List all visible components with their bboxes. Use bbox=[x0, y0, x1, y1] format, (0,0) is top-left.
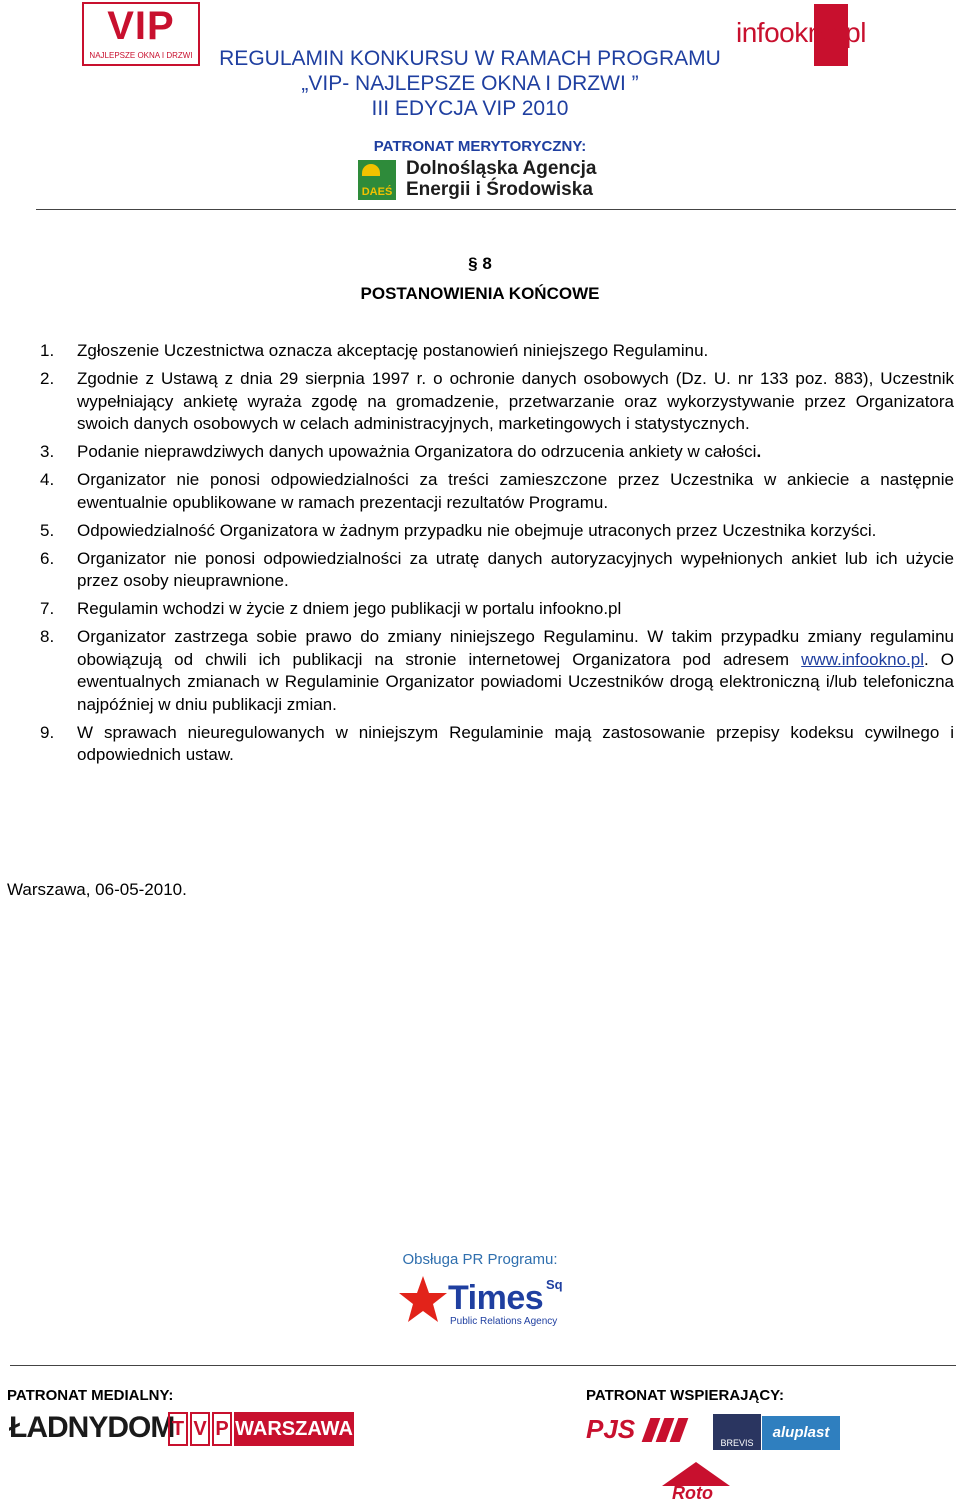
sun-icon bbox=[362, 164, 380, 176]
vip-logo-sub: NAJLEPSZE OKNA I DRZWI bbox=[89, 51, 193, 60]
list-item-number: 8. bbox=[40, 627, 55, 646]
pr-program-label: Obsługa PR Programu: bbox=[402, 1251, 558, 1268]
list-item-number: 1. bbox=[40, 341, 55, 360]
pjs-logo bbox=[586, 1414, 684, 1446]
list-item bbox=[40, 469, 954, 514]
list-item-text: Odpowiedzialność Organizatora w żadnym przypadku nie obejmuje utraconych przez Uczestnika korzyści. bbox=[77, 520, 877, 540]
list-item-text: Regulamin wchodzi w życie z dniem jego publikacji w portalu infookno.pl bbox=[77, 599, 622, 618]
patronat-wspierajacy-label: PATRONAT WSPIERAJĄCY: bbox=[586, 1387, 785, 1404]
list-item bbox=[40, 548, 954, 593]
infookno-logo bbox=[736, 4, 886, 68]
list-item bbox=[40, 368, 954, 436]
provisions-list bbox=[40, 340, 954, 772]
tvp-letter: P bbox=[212, 1412, 232, 1446]
aluplast-logo-text: aluplast bbox=[772, 1424, 830, 1441]
list-item-text-before-link: Organizator zastrzega sobie prawo do zmiany niniejszego Regulaminu. W takim przypadku zmiany regulaminu obowiązują od chwili ich publikacji na stronie internetowej Organizatora pod adresem bbox=[77, 627, 954, 669]
section-number: § 8 bbox=[468, 254, 492, 273]
tvp-letter: T bbox=[168, 1412, 188, 1446]
infookno-logo-text: infookno.pl bbox=[736, 17, 866, 48]
daes-emblem-icon bbox=[358, 160, 396, 200]
daes-abbr: DAEŚ bbox=[361, 186, 393, 198]
star-icon bbox=[398, 1274, 448, 1324]
times-sq-logo bbox=[398, 1274, 568, 1330]
brevis-logo-text: BREVIS bbox=[720, 1438, 754, 1448]
infookno-link[interactable]: www.infookno.pl bbox=[801, 649, 924, 669]
header-title-line-2: „VIP- NAJLEPSZE OKNA I DRZWI ” bbox=[301, 72, 639, 95]
patronat-merytoryczny-label: PATRONAT MERYTORYCZNY: bbox=[373, 138, 587, 155]
list-item-tail: . bbox=[756, 442, 762, 461]
list-item-text: W sprawach nieuregulowanych w niniejszym Regulaminie mają zastosowanie przepisy kodeksu cywilnego i odpowiednich ustaw. bbox=[77, 722, 954, 764]
list-item-number: 4. bbox=[40, 470, 55, 489]
daes-logo bbox=[358, 158, 608, 204]
times-logo-sub: Public Relations Agency bbox=[450, 1316, 558, 1327]
roto-logo bbox=[654, 1462, 740, 1506]
list-item-number: 7. bbox=[40, 599, 55, 618]
list-item-text: Zgodnie z Ustawą z dnia 29 sierpnia 1997 r. o ochronie danych osobowych (Dz. U. nr 133 poz. 883), Uczestnik wypełniający ankietę wyraża zgodę na gromadzenie, przetwarzanie oraz wykorzystywanie przez Organizatora swoich danych osobowych w celach administracyjnych, marketingowych i statystycznych. bbox=[77, 369, 954, 433]
list-item bbox=[40, 520, 954, 543]
aluplast-logo bbox=[762, 1416, 840, 1450]
daes-name-line-2: Energii i Środowiska bbox=[406, 179, 593, 200]
roto-logo-text: Roto bbox=[672, 1483, 713, 1503]
dateline: Warszawa, 06-05-2010. bbox=[7, 880, 187, 899]
tvp-city: WARSZAWA bbox=[234, 1412, 354, 1446]
list-item-number: 5. bbox=[40, 520, 55, 540]
list-item bbox=[40, 722, 954, 767]
brevis-logo bbox=[713, 1414, 761, 1450]
patronat-medialny-label: PATRONAT MEDIALNY: bbox=[7, 1387, 174, 1404]
list-item-text: Organizator nie ponosi odpowiedzialności za utratę danych autoryzacyjnych wypełnionych ankiet lub ich użycie przez osoby nieuprawnione. bbox=[77, 548, 954, 590]
list-item bbox=[40, 626, 954, 716]
vip-logo bbox=[82, 2, 200, 66]
times-logo-sq: Sq bbox=[546, 1277, 563, 1292]
list-item-number: 2. bbox=[40, 369, 55, 388]
tvp-letter: V bbox=[190, 1412, 210, 1446]
vip-logo-main: VIP bbox=[107, 4, 175, 48]
tvp-warszawa-logo bbox=[168, 1410, 354, 1448]
list-item-number: 6. bbox=[40, 548, 55, 568]
list-item bbox=[40, 598, 954, 621]
list-item bbox=[40, 340, 954, 363]
header-title-line-1: REGULAMIN KONKURSU W RAMACH PROGRAMU bbox=[219, 47, 721, 70]
footer-divider bbox=[10, 1365, 956, 1366]
ladnydom-logo: ŁADNYDOM bbox=[9, 1411, 175, 1444]
pjs-logo-text: PJS bbox=[586, 1414, 636, 1444]
list-item-number: 3. bbox=[40, 442, 55, 461]
list-item-text: Organizator nie ponosi odpowiedzialności za treści zamieszczone przez Uczestnika w ankiecie a następnie ewentualnie opublikowane w ramach prezentacji rezultatów Programu. bbox=[77, 470, 954, 512]
list-item bbox=[40, 441, 954, 464]
section-title: POSTANOWIENIA KOŃCOWE bbox=[360, 284, 600, 303]
list-item-text: Podanie nieprawdziwych danych upoważnia Organizatora do odrzucenia ankiety w całości bbox=[77, 442, 757, 461]
header-title-line-3: III EDYCJA VIP 2010 bbox=[371, 97, 569, 120]
list-item-text: Zgłoszenie Uczestnictwa oznacza akceptację postanowień niniejszego Regulaminu. bbox=[77, 341, 709, 360]
daes-name bbox=[406, 158, 596, 200]
header-divider bbox=[36, 209, 956, 210]
times-logo-word: Times bbox=[448, 1279, 544, 1317]
daes-name-line-1: Dolnośląska Agencja bbox=[406, 158, 597, 179]
list-item-text-after-link: . O ewentualnych zmianach w Regulaminie Organizator powiadomi Uczestników drogą elektroniczną i/lub telefoniczna najpóźniej w dniu publikacji zmian. bbox=[77, 649, 954, 714]
list-item-number: 9. bbox=[40, 722, 55, 742]
